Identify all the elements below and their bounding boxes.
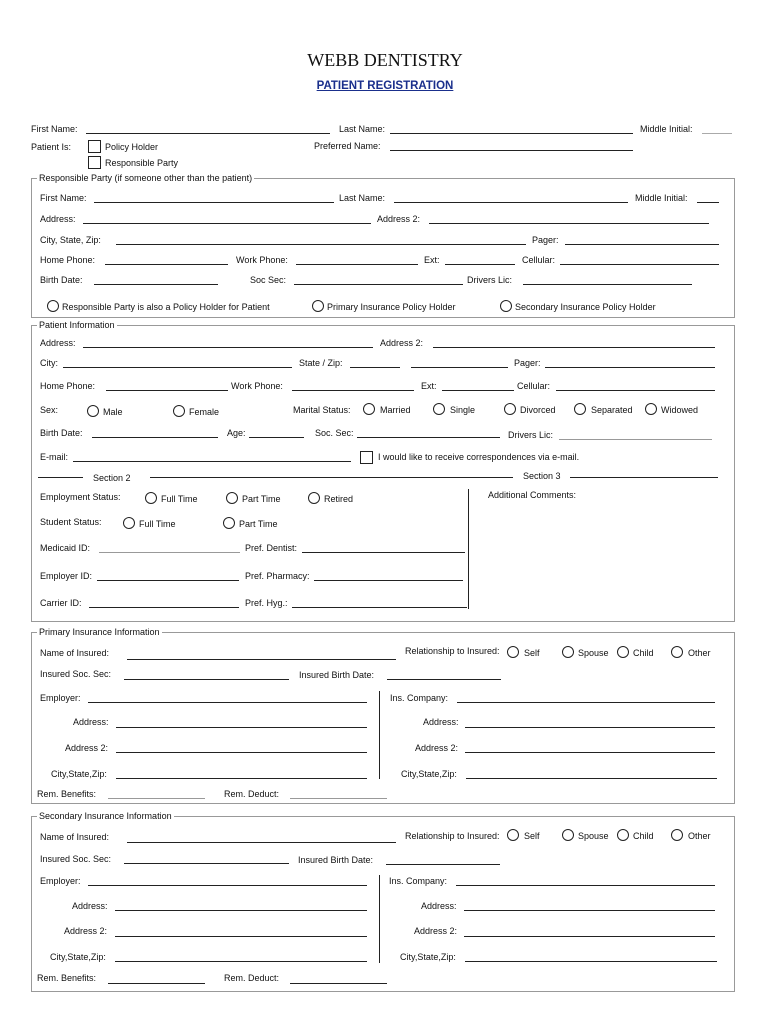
resp-secondary-radio[interactable] <box>500 300 512 312</box>
section3-label: Section 3 <box>523 471 561 481</box>
secondary-rem-benefits-field[interactable] <box>108 983 205 984</box>
secondary-spouse-label: Spouse <box>578 831 609 841</box>
patient-address-label: Address: <box>40 338 76 348</box>
patient-ext-field[interactable] <box>442 390 514 391</box>
additional-comments-label: Additional Comments: <box>488 490 577 500</box>
resp-address-field[interactable] <box>83 223 371 224</box>
primary-employer-address2-field[interactable] <box>116 752 367 753</box>
resp-work-phone-label: Work Phone: <box>236 255 288 265</box>
resp-primary-option: Primary Insurance Policy Holder <box>327 302 456 312</box>
secondary-ins-address2-field[interactable] <box>464 936 715 937</box>
pref-hyg-label: Pref. Hyg.: <box>245 598 288 608</box>
resp-policy-holder-radio[interactable] <box>47 300 59 312</box>
student-part-time-label: Part Time <box>239 519 278 529</box>
patient-is-label: Patient Is: <box>31 142 72 152</box>
primary-ins-address2-field[interactable] <box>465 752 715 753</box>
first-name-field[interactable] <box>86 133 330 134</box>
secondary-ins-address-label: Address: <box>421 901 457 911</box>
sex-female-label: Female <box>189 407 220 417</box>
responsible-party-label: Responsible Party <box>105 158 179 168</box>
resp-ext-field[interactable] <box>445 264 515 265</box>
page-subtitle: PATIENT REGISTRATION <box>316 80 454 92</box>
secondary-rem-benefits-label: Rem. Benefits: <box>37 973 97 983</box>
patient-work-phone-label: Work Phone: <box>231 381 283 391</box>
primary-column-divider <box>379 691 380 779</box>
secondary-self-radio[interactable] <box>507 829 519 841</box>
patient-city-field[interactable] <box>63 367 292 368</box>
resp-drivers-lic-field[interactable] <box>523 284 692 285</box>
section-divider-middle <box>150 477 513 478</box>
secondary-employer-address-label: Address: <box>72 901 108 911</box>
primary-ins-city-field[interactable] <box>466 778 717 779</box>
secondary-insured-birth-date-label: Insured Birth Date: <box>298 855 374 865</box>
secondary-other-label: Other <box>688 831 711 841</box>
pref-dentist-label: Pref. Dentist: <box>245 543 298 553</box>
resp-policy-holder-option: Responsible Party is also a Policy Holder for Patient <box>62 302 270 312</box>
secondary-relationship-label: Relationship to Insured: <box>405 831 500 841</box>
resp-home-phone-label: Home Phone: <box>40 255 96 265</box>
resp-last-name-label: Last Name: <box>339 193 386 203</box>
patient-pager-label: Pager: <box>514 358 541 368</box>
secondary-ins-city-field[interactable] <box>465 961 717 962</box>
primary-ins-address-field[interactable] <box>465 727 715 728</box>
resp-pager-field[interactable] <box>565 244 719 245</box>
patient-address2-field[interactable] <box>433 347 715 348</box>
primary-ins-address-label: Address: <box>423 717 459 727</box>
secondary-name-of-insured-label: Name of Insured: <box>40 832 110 842</box>
secondary-employer-city-field[interactable] <box>115 961 367 962</box>
patient-drivers-lic-label: Drivers Lic: <box>508 430 554 440</box>
resp-primary-radio[interactable] <box>312 300 324 312</box>
primary-employer-address-label: Address: <box>73 717 109 727</box>
resp-address-label: Address: <box>40 214 76 224</box>
resp-pager-label: Pager: <box>532 235 559 245</box>
resp-secondary-option: Secondary Insurance Policy Holder <box>515 302 656 312</box>
secondary-employer-address2-field[interactable] <box>115 936 367 937</box>
primary-rem-benefits-field[interactable] <box>108 798 205 799</box>
primary-self-label: Self <box>524 648 540 658</box>
secondary-insured-birth-date-field[interactable] <box>386 864 500 865</box>
student-full-time-radio[interactable] <box>123 517 135 529</box>
resp-first-name-field[interactable] <box>94 202 334 203</box>
responsible-party-checkbox[interactable] <box>88 156 101 169</box>
primary-child-label: Child <box>633 648 654 658</box>
section3-divider-right <box>570 477 718 478</box>
preferred-name-label: Preferred Name: <box>314 141 381 151</box>
primary-employer-address-field[interactable] <box>116 727 367 728</box>
resp-soc-sec-field[interactable] <box>294 284 463 285</box>
patient-soc-sec-field[interactable] <box>357 437 500 438</box>
section2-divider-left <box>38 477 83 478</box>
separated-label: Separated <box>591 405 633 415</box>
student-full-time-label: Full Time <box>139 519 176 529</box>
resp-birth-date-label: Birth Date: <box>40 275 83 285</box>
medicaid-id-field[interactable] <box>99 552 240 553</box>
student-part-time-radio[interactable] <box>223 517 235 529</box>
secondary-ins-company-label: Ins. Company: <box>389 876 448 886</box>
primary-insured-birth-date-field[interactable] <box>387 679 501 680</box>
secondary-child-radio[interactable] <box>617 829 629 841</box>
patient-state-field[interactable] <box>350 367 400 368</box>
single-label: Single <box>450 405 476 415</box>
carrier-id-field[interactable] <box>89 607 239 608</box>
resp-work-phone-field[interactable] <box>296 264 418 265</box>
marital-status-label: Marital Status: <box>293 405 351 415</box>
resp-first-name-label: First Name: <box>40 193 87 203</box>
divorced-radio[interactable] <box>504 403 516 415</box>
secondary-ins-address-field[interactable] <box>464 910 715 911</box>
primary-name-of-insured-label: Name of Insured: <box>40 648 110 658</box>
email-label: E-mail: <box>40 452 69 462</box>
pref-pharmacy-label: Pref. Pharmacy: <box>245 571 310 581</box>
employment-full-time-radio[interactable] <box>145 492 157 504</box>
primary-self-radio[interactable] <box>507 646 519 658</box>
patient-ext-label: Ext: <box>421 381 437 391</box>
secondary-insurance-legend: Secondary Insurance Information <box>39 811 172 821</box>
patient-pager-field[interactable] <box>545 367 715 368</box>
primary-other-radio[interactable] <box>671 646 683 658</box>
single-radio[interactable] <box>433 403 445 415</box>
secondary-employer-field[interactable] <box>88 885 367 886</box>
primary-spouse-radio[interactable] <box>562 646 574 658</box>
patient-address-field[interactable] <box>83 347 373 348</box>
patient-home-phone-label: Home Phone: <box>40 381 96 391</box>
patient-cellular-field[interactable] <box>556 390 715 391</box>
preferred-name-field[interactable] <box>390 150 633 151</box>
section-vertical-divider <box>468 489 469 609</box>
email-opt-label: I would like to receive correspondences via e-mail. <box>378 452 580 462</box>
secondary-insured-soc-sec-field[interactable] <box>124 863 289 864</box>
patient-cellular-label: Cellular: <box>517 381 551 391</box>
employment-part-time-radio[interactable] <box>226 492 238 504</box>
primary-relationship-label: Relationship to Insured: <box>405 646 500 656</box>
primary-insurance-legend: Primary Insurance Information <box>39 627 160 637</box>
secondary-ins-address2-label: Address 2: <box>414 926 458 936</box>
primary-insured-soc-sec-label: Insured Soc. Sec: <box>40 669 112 679</box>
primary-ins-company-label: Ins. Company: <box>390 693 449 703</box>
secondary-column-divider <box>379 875 380 963</box>
sex-male-radio[interactable] <box>87 405 99 417</box>
resp-last-name-field[interactable] <box>394 202 628 203</box>
patient-information-legend: Patient Information <box>39 320 115 330</box>
first-name-label: First Name: <box>31 124 78 134</box>
student-status-label: Student Status: <box>40 517 102 527</box>
employer-id-field[interactable] <box>97 580 239 581</box>
patient-state-zip-label: State / Zip: <box>299 358 343 368</box>
patient-birth-date-label: Birth Date: <box>40 428 83 438</box>
resp-birth-date-field[interactable] <box>94 284 218 285</box>
primary-employer-address2-label: Address 2: <box>65 743 109 753</box>
email-field[interactable] <box>73 461 351 462</box>
age-field[interactable] <box>249 437 304 438</box>
secondary-rem-deduct-label: Rem. Deduct: <box>224 973 280 983</box>
primary-ins-city-label: City,State,Zip: <box>401 769 457 779</box>
resp-city-field[interactable] <box>116 244 526 245</box>
married-radio[interactable] <box>363 403 375 415</box>
separated-radio[interactable] <box>574 403 586 415</box>
patient-drivers-lic-field[interactable] <box>559 439 712 440</box>
resp-middle-initial-label: Middle Initial: <box>635 193 688 203</box>
primary-insured-birth-date-label: Insured Birth Date: <box>299 670 375 680</box>
primary-insured-soc-sec-field[interactable] <box>124 679 289 680</box>
middle-initial-label: Middle Initial: <box>640 124 693 134</box>
secondary-employer-address2-label: Address 2: <box>64 926 108 936</box>
medicaid-id-label: Medicaid ID: <box>40 543 91 553</box>
employment-retired-label: Retired <box>324 494 354 504</box>
secondary-spouse-radio[interactable] <box>562 829 574 841</box>
responsible-party-legend: Responsible Party (if someone other than the patient) <box>39 173 253 183</box>
resp-address2-field[interactable] <box>429 223 709 224</box>
primary-child-radio[interactable] <box>617 646 629 658</box>
last-name-field[interactable] <box>390 133 633 134</box>
secondary-name-of-insured-field[interactable] <box>127 842 396 843</box>
employment-part-time-label: Part Time <box>242 494 281 504</box>
resp-drivers-lic-label: Drivers Lic: <box>467 275 513 285</box>
primary-name-of-insured-field[interactable] <box>127 659 396 660</box>
pref-dentist-field[interactable] <box>302 552 465 553</box>
resp-home-phone-field[interactable] <box>105 264 228 265</box>
patient-home-phone-field[interactable] <box>106 390 228 391</box>
secondary-employer-city-label: City,State,Zip: <box>50 952 106 962</box>
resp-city-label: City, State, Zip: <box>40 235 101 245</box>
age-label: Age: <box>227 428 246 438</box>
secondary-ins-city-label: City,State,Zip: <box>400 952 456 962</box>
widowed-radio[interactable] <box>645 403 657 415</box>
secondary-employer-address-field[interactable] <box>115 910 367 911</box>
resp-cellular-field[interactable] <box>560 264 719 265</box>
patient-soc-sec-label: Soc. Sec: <box>315 428 354 438</box>
patient-city-label: City: <box>40 358 58 368</box>
primary-rem-deduct-label: Rem. Deduct: <box>224 789 280 799</box>
patient-zip-field[interactable] <box>411 367 508 368</box>
primary-employer-city-field[interactable] <box>116 778 367 779</box>
carrier-id-label: Carrier ID: <box>40 598 82 608</box>
primary-rem-deduct-field[interactable] <box>290 798 387 799</box>
secondary-child-label: Child <box>633 831 654 841</box>
secondary-insured-soc-sec-label: Insured Soc. Sec: <box>40 854 112 864</box>
employment-full-time-label: Full Time <box>161 494 198 504</box>
primary-spouse-label: Spouse <box>578 648 609 658</box>
last-name-label: Last Name: <box>339 124 386 134</box>
primary-ins-company-field[interactable] <box>457 702 715 703</box>
middle-initial-field[interactable] <box>702 133 732 134</box>
employment-retired-radio[interactable] <box>308 492 320 504</box>
sex-female-radio[interactable] <box>173 405 185 417</box>
employment-status-label: Employment Status: <box>40 492 121 502</box>
email-opt-checkbox[interactable] <box>360 451 373 464</box>
sex-label: Sex: <box>40 405 59 415</box>
employer-id-label: Employer ID: <box>40 571 93 581</box>
patient-work-phone-field[interactable] <box>292 390 414 391</box>
page-title: WEBB DENTISTRY <box>307 50 463 70</box>
pref-pharmacy-field[interactable] <box>314 580 463 581</box>
primary-employer-field[interactable] <box>88 702 367 703</box>
policy-holder-label: Policy Holder <box>105 142 159 152</box>
sex-male-label: Male <box>103 407 123 417</box>
additional-comments-area[interactable] <box>475 503 725 608</box>
widowed-label: Widowed <box>661 405 699 415</box>
secondary-employer-label: Employer: <box>40 876 81 886</box>
secondary-rem-deduct-field[interactable] <box>290 983 387 984</box>
primary-employer-label: Employer: <box>40 693 81 703</box>
secondary-self-label: Self <box>524 831 540 841</box>
patient-address2-label: Address 2: <box>380 338 424 348</box>
resp-ext-label: Ext: <box>424 255 440 265</box>
primary-other-label: Other <box>688 648 711 658</box>
resp-middle-initial-field[interactable] <box>697 202 719 203</box>
resp-soc-sec-label: Soc Sec: <box>250 275 287 285</box>
primary-rem-benefits-label: Rem. Benefits: <box>37 789 97 799</box>
divorced-label: Divorced <box>520 405 556 415</box>
resp-address2-label: Address 2: <box>377 214 421 224</box>
secondary-ins-company-field[interactable] <box>456 885 715 886</box>
section2-label: Section 2 <box>93 473 131 483</box>
secondary-other-radio[interactable] <box>671 829 683 841</box>
resp-cellular-label: Cellular: <box>522 255 556 265</box>
policy-holder-checkbox[interactable] <box>88 140 101 153</box>
married-label: Married <box>380 405 411 415</box>
pref-hyg-field[interactable] <box>292 607 467 608</box>
primary-ins-address2-label: Address 2: <box>415 743 459 753</box>
patient-birth-date-field[interactable] <box>92 437 218 438</box>
primary-employer-city-label: City,State,Zip: <box>51 769 107 779</box>
